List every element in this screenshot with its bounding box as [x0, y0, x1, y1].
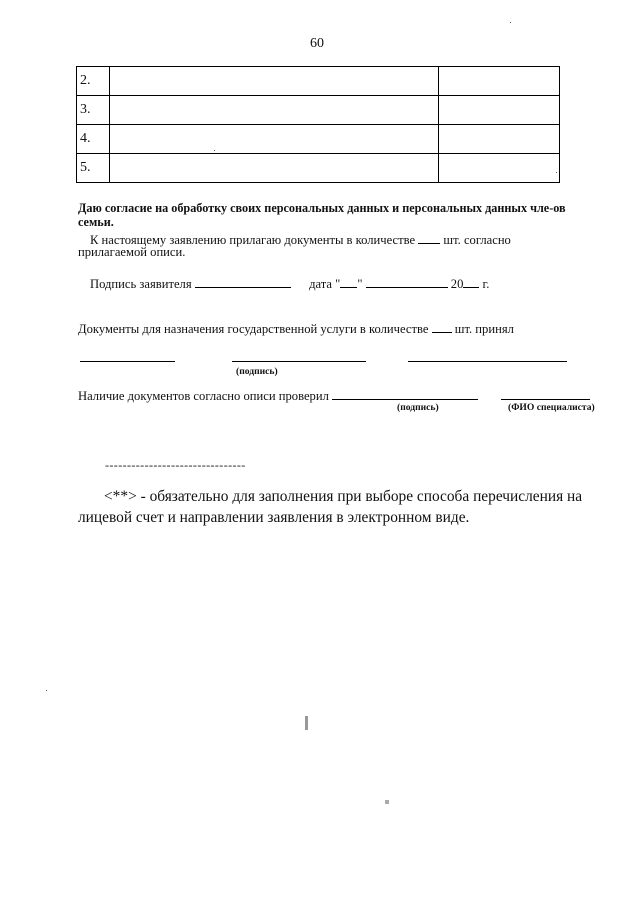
- accepted-signature-caption: (подпись): [236, 366, 278, 377]
- attachment-line-2: прилагаемой описи.: [78, 245, 186, 259]
- year-suffix: г.: [482, 277, 490, 291]
- row-number: 4.: [77, 125, 110, 154]
- accepted-name-line[interactable]: [408, 361, 567, 362]
- scan-speck: [214, 150, 215, 151]
- documents-table: [76, 66, 560, 183]
- date-year-blank[interactable]: [463, 275, 479, 288]
- checked-signature-blank[interactable]: [332, 387, 478, 400]
- applicant-signature-label: Подпись заявителя: [90, 277, 192, 291]
- footnote: [78, 486, 588, 528]
- checked-name-caption: (ФИО специалиста): [508, 402, 595, 413]
- page-number: 60: [310, 36, 324, 51]
- scan-speck: [510, 22, 511, 23]
- attachment-units: шт. согласно: [443, 233, 511, 247]
- document-name-cell: [109, 154, 438, 183]
- date-month-blank[interactable]: [366, 275, 448, 288]
- date-quote: ": [357, 277, 363, 291]
- year-prefix: 20: [450, 277, 464, 291]
- document-name-cell: [109, 67, 438, 96]
- table-row: [77, 125, 560, 154]
- document-count-cell: [439, 154, 560, 183]
- footnote-text: <**> - обязательно для заполнения при выборе способа перечисления на лицевой счет и направлении заявления в электронном виде.: [78, 488, 583, 526]
- document-count-blank[interactable]: [418, 231, 440, 244]
- accepted-date-line[interactable]: [80, 361, 175, 362]
- accepted-text: Документы для назначения государственной услуги в количестве: [78, 322, 429, 336]
- accepted-signature-line[interactable]: [232, 361, 366, 362]
- row-number: 3.: [77, 96, 110, 125]
- table-row: [77, 67, 560, 96]
- accepted-count-blank[interactable]: [432, 320, 452, 333]
- document-name-cell: [109, 96, 438, 125]
- document-name-cell: [109, 125, 438, 154]
- table-row: [77, 154, 560, 183]
- document-count-cell: [439, 125, 560, 154]
- checked-label: Наличие документов согласно описи проверил: [78, 389, 329, 403]
- row-number: 2.: [77, 67, 110, 96]
- consent-statement: Даю согласие на обработку своих персональных данных и персональных данных чле-ов семьи.: [78, 201, 566, 229]
- document-count-cell: [439, 67, 560, 96]
- row-number: 5.: [77, 154, 110, 183]
- applicant-signature-blank[interactable]: [195, 275, 291, 288]
- accepted-line: [78, 320, 514, 337]
- checked-signature-caption: (подпись): [397, 402, 439, 413]
- accepted-units: шт. принял: [454, 322, 514, 336]
- date-label: дата ": [309, 277, 341, 291]
- table-row: [77, 96, 560, 125]
- scan-speck: [46, 690, 47, 691]
- footnote-separator: --------------------------------: [105, 458, 246, 472]
- scan-speck: [305, 716, 308, 730]
- date-day-blank[interactable]: [340, 275, 357, 288]
- applicant-signature-line: [90, 275, 489, 292]
- scan-speck: [385, 800, 389, 804]
- attachment-text: К настоящему заявлению прилагаю документы в количестве: [90, 233, 416, 247]
- scan-speck: [556, 172, 557, 173]
- checked-name-line[interactable]: [501, 399, 590, 400]
- document-count-cell: [439, 96, 560, 125]
